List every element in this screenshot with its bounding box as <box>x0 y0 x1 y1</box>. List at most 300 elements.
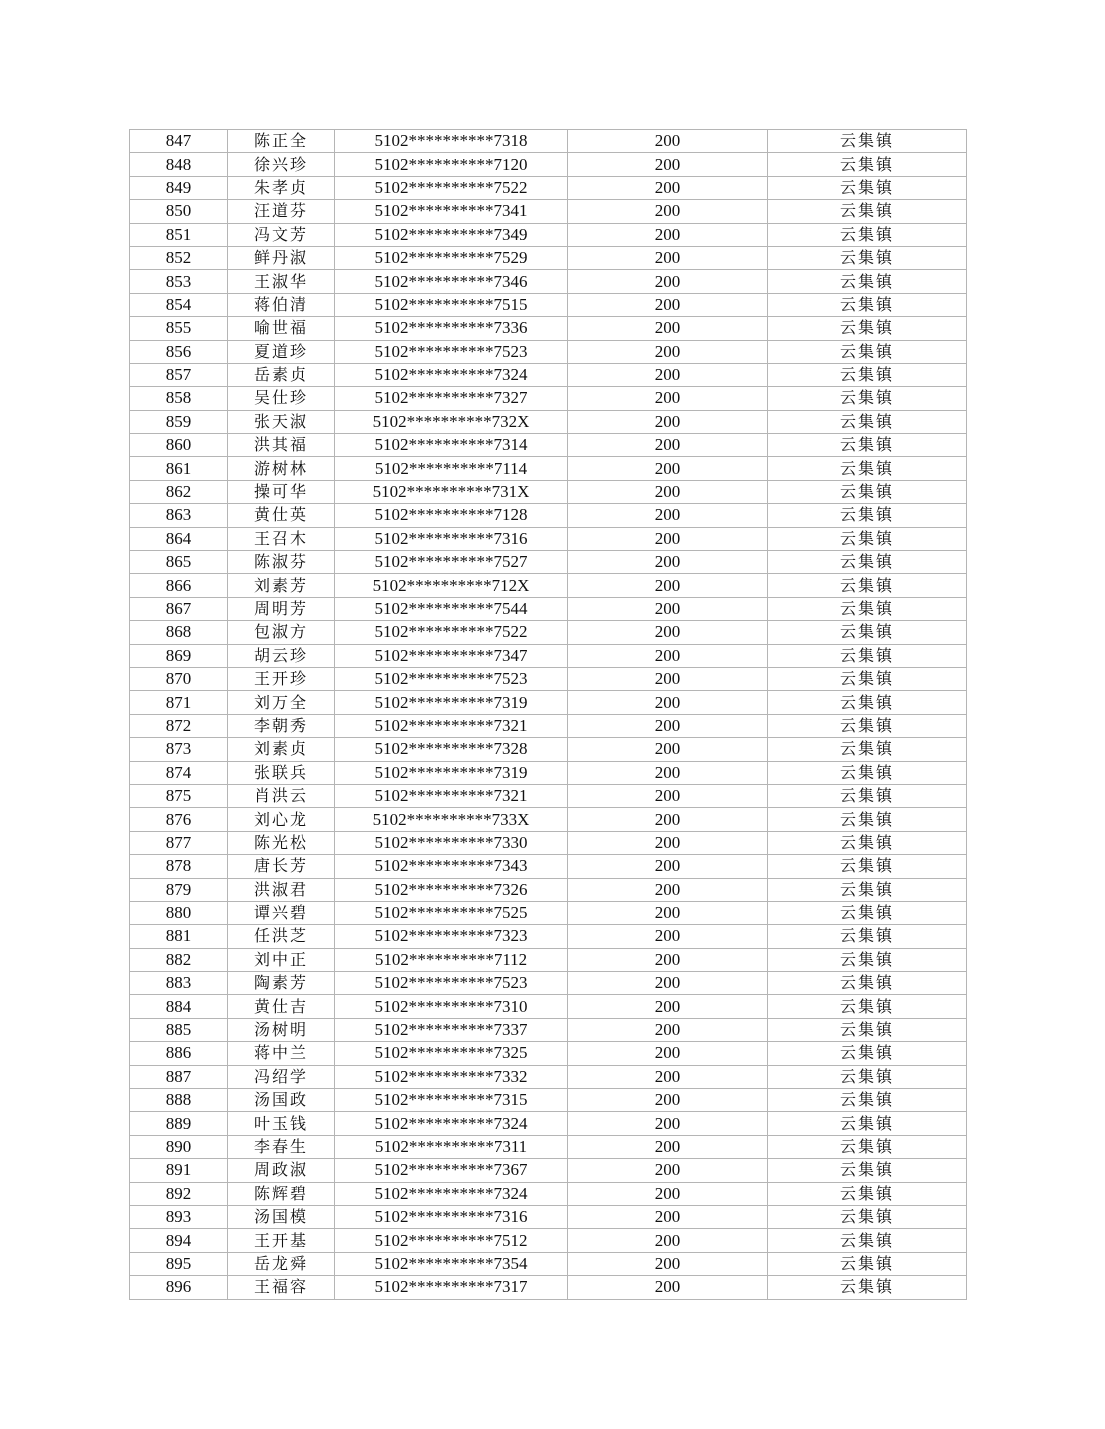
table-row <box>130 176 967 199</box>
amount-cell: 200 <box>568 270 768 293</box>
amount-cell: 200 <box>568 457 768 480</box>
id-number-cell: 5102**********7324 <box>335 1182 568 1205</box>
town-cell: 云集镇 <box>768 621 967 644</box>
town-cell: 云集镇 <box>768 972 967 995</box>
amount-cell: 200 <box>568 223 768 246</box>
row-number-cell: 894 <box>130 1229 228 1252</box>
name-cell: 周政淑 <box>228 1159 335 1182</box>
row-number-cell: 886 <box>130 1042 228 1065</box>
name-cell: 黄仕吉 <box>228 995 335 1018</box>
id-number-cell: 5102**********7318 <box>335 130 568 153</box>
name-cell: 任洪芝 <box>228 925 335 948</box>
table-row <box>130 925 967 948</box>
table-row <box>130 130 967 153</box>
name-cell: 吴仕珍 <box>228 387 335 410</box>
amount-cell: 200 <box>568 504 768 527</box>
amount-cell: 200 <box>568 784 768 807</box>
row-number-cell: 863 <box>130 504 228 527</box>
id-number-cell: 5102**********7316 <box>335 527 568 550</box>
name-cell: 王福容 <box>228 1276 335 1299</box>
amount-cell: 200 <box>568 667 768 690</box>
table-row <box>130 738 967 761</box>
row-number-cell: 852 <box>130 246 228 269</box>
town-cell: 云集镇 <box>768 223 967 246</box>
amount-cell: 200 <box>568 925 768 948</box>
row-number-cell: 855 <box>130 317 228 340</box>
row-number-cell: 848 <box>130 153 228 176</box>
amount-cell: 200 <box>568 761 768 784</box>
row-number-cell: 866 <box>130 574 228 597</box>
row-number-cell: 856 <box>130 340 228 363</box>
row-number-cell: 892 <box>130 1182 228 1205</box>
town-cell: 云集镇 <box>768 901 967 924</box>
name-cell: 李春生 <box>228 1135 335 1158</box>
name-cell: 夏道珍 <box>228 340 335 363</box>
id-number-cell: 5102**********7314 <box>335 434 568 457</box>
name-cell: 张联兵 <box>228 761 335 784</box>
amount-cell: 200 <box>568 901 768 924</box>
name-cell: 胡云珍 <box>228 644 335 667</box>
table-row <box>130 691 967 714</box>
town-cell: 云集镇 <box>768 691 967 714</box>
amount-cell: 200 <box>568 1276 768 1299</box>
name-cell: 汪道芬 <box>228 200 335 223</box>
table-row <box>130 808 967 831</box>
amount-cell: 200 <box>568 831 768 854</box>
town-cell: 云集镇 <box>768 1182 967 1205</box>
id-number-cell: 5102**********7321 <box>335 714 568 737</box>
town-cell: 云集镇 <box>768 644 967 667</box>
amount-cell: 200 <box>568 293 768 316</box>
row-number-cell: 884 <box>130 995 228 1018</box>
table-row <box>130 363 967 386</box>
row-number-cell: 883 <box>130 972 228 995</box>
id-number-cell: 5102**********7512 <box>335 1229 568 1252</box>
row-number-cell: 887 <box>130 1065 228 1088</box>
name-cell: 叶玉钱 <box>228 1112 335 1135</box>
id-number-cell: 5102**********733X <box>335 808 568 831</box>
id-number-cell: 5102**********7330 <box>335 831 568 854</box>
town-cell: 云集镇 <box>768 808 967 831</box>
name-cell: 岳龙舜 <box>228 1252 335 1275</box>
name-cell: 刘素贞 <box>228 738 335 761</box>
town-cell: 云集镇 <box>768 1042 967 1065</box>
row-number-cell: 888 <box>130 1089 228 1112</box>
row-number-cell: 895 <box>130 1252 228 1275</box>
name-cell: 汤国模 <box>228 1205 335 1228</box>
town-cell: 云集镇 <box>768 270 967 293</box>
table-row <box>130 1065 967 1088</box>
id-number-cell: 5102**********7326 <box>335 878 568 901</box>
town-cell: 云集镇 <box>768 1276 967 1299</box>
town-cell: 云集镇 <box>768 480 967 503</box>
name-cell: 朱孝贞 <box>228 176 335 199</box>
amount-cell: 200 <box>568 387 768 410</box>
name-cell: 肖洪云 <box>228 784 335 807</box>
row-number-cell: 880 <box>130 901 228 924</box>
id-number-cell: 5102**********7367 <box>335 1159 568 1182</box>
town-cell: 云集镇 <box>768 551 967 574</box>
town-cell: 云集镇 <box>768 340 967 363</box>
id-number-cell: 5102**********7341 <box>335 200 568 223</box>
amount-cell: 200 <box>568 200 768 223</box>
row-number-cell: 849 <box>130 176 228 199</box>
name-cell: 陈辉碧 <box>228 1182 335 1205</box>
id-number-cell: 5102**********7315 <box>335 1089 568 1112</box>
table-row <box>130 551 967 574</box>
row-number-cell: 853 <box>130 270 228 293</box>
row-number-cell: 865 <box>130 551 228 574</box>
table-row <box>130 246 967 269</box>
town-cell: 云集镇 <box>768 1252 967 1275</box>
id-number-cell: 5102**********7319 <box>335 761 568 784</box>
amount-cell: 200 <box>568 738 768 761</box>
amount-cell: 200 <box>568 410 768 433</box>
row-number-cell: 857 <box>130 363 228 386</box>
table-row <box>130 621 967 644</box>
town-cell: 云集镇 <box>768 855 967 878</box>
town-cell: 云集镇 <box>768 176 967 199</box>
town-cell: 云集镇 <box>768 1065 967 1088</box>
town-cell: 云集镇 <box>768 293 967 316</box>
amount-cell: 200 <box>568 1252 768 1275</box>
amount-cell: 200 <box>568 691 768 714</box>
amount-cell: 200 <box>568 597 768 620</box>
id-number-cell: 5102**********7324 <box>335 363 568 386</box>
id-number-cell: 5102**********7310 <box>335 995 568 1018</box>
amount-cell: 200 <box>568 153 768 176</box>
name-cell: 刘万全 <box>228 691 335 714</box>
amount-cell: 200 <box>568 480 768 503</box>
amount-cell: 200 <box>568 644 768 667</box>
name-cell: 周明芳 <box>228 597 335 620</box>
name-cell: 徐兴珍 <box>228 153 335 176</box>
town-cell: 云集镇 <box>768 667 967 690</box>
name-cell: 王开珍 <box>228 667 335 690</box>
id-number-cell: 5102**********7523 <box>335 667 568 690</box>
amount-cell: 200 <box>568 1042 768 1065</box>
table-row <box>130 597 967 620</box>
id-number-cell: 5102**********7317 <box>335 1276 568 1299</box>
amount-cell: 200 <box>568 317 768 340</box>
town-cell: 云集镇 <box>768 948 967 971</box>
table-row <box>130 1252 967 1275</box>
amount-cell: 200 <box>568 972 768 995</box>
table-row <box>130 1276 967 1299</box>
amount-cell: 200 <box>568 246 768 269</box>
id-number-cell: 5102**********712X <box>335 574 568 597</box>
id-number-cell: 5102**********7522 <box>335 621 568 644</box>
id-number-cell: 5102**********7522 <box>335 176 568 199</box>
town-cell: 云集镇 <box>768 387 967 410</box>
row-number-cell: 876 <box>130 808 228 831</box>
id-number-cell: 5102**********7332 <box>335 1065 568 1088</box>
name-cell: 包淑方 <box>228 621 335 644</box>
id-number-cell: 5102**********7529 <box>335 246 568 269</box>
amount-cell: 200 <box>568 574 768 597</box>
town-cell: 云集镇 <box>768 1018 967 1041</box>
row-number-cell: 864 <box>130 527 228 550</box>
table-row <box>130 855 967 878</box>
name-cell: 岳素贞 <box>228 363 335 386</box>
table-row <box>130 410 967 433</box>
row-number-cell: 847 <box>130 130 228 153</box>
table-row <box>130 293 967 316</box>
id-number-cell: 5102**********7120 <box>335 153 568 176</box>
id-number-cell: 5102**********7112 <box>335 948 568 971</box>
table-row <box>130 434 967 457</box>
table-row <box>130 1135 967 1158</box>
amount-cell: 200 <box>568 1018 768 1041</box>
table-row <box>130 1205 967 1228</box>
name-cell: 刘心龙 <box>228 808 335 831</box>
table-row <box>130 1182 967 1205</box>
id-number-cell: 5102**********7337 <box>335 1018 568 1041</box>
table-row <box>130 972 967 995</box>
row-number-cell: 896 <box>130 1276 228 1299</box>
name-cell: 汤树明 <box>228 1018 335 1041</box>
id-number-cell: 5102**********7515 <box>335 293 568 316</box>
town-cell: 云集镇 <box>768 714 967 737</box>
amount-cell: 200 <box>568 527 768 550</box>
amount-cell: 200 <box>568 340 768 363</box>
town-cell: 云集镇 <box>768 738 967 761</box>
town-cell: 云集镇 <box>768 457 967 480</box>
table-row <box>130 223 967 246</box>
town-cell: 云集镇 <box>768 1205 967 1228</box>
name-cell: 陶素芳 <box>228 972 335 995</box>
amount-cell: 200 <box>568 878 768 901</box>
table-row <box>130 387 967 410</box>
id-number-cell: 5102**********7323 <box>335 925 568 948</box>
row-number-cell: 869 <box>130 644 228 667</box>
name-cell: 洪其福 <box>228 434 335 457</box>
id-number-cell: 5102**********7343 <box>335 855 568 878</box>
table-body <box>130 130 967 1300</box>
id-number-cell: 5102**********7525 <box>335 901 568 924</box>
table-row <box>130 504 967 527</box>
amount-cell: 200 <box>568 995 768 1018</box>
town-cell: 云集镇 <box>768 831 967 854</box>
table-row <box>130 644 967 667</box>
name-cell: 操可华 <box>228 480 335 503</box>
id-number-cell: 5102**********7321 <box>335 784 568 807</box>
amount-cell: 200 <box>568 1112 768 1135</box>
amount-cell: 200 <box>568 1229 768 1252</box>
row-number-cell: 872 <box>130 714 228 737</box>
town-cell: 云集镇 <box>768 246 967 269</box>
id-number-cell: 5102**********7544 <box>335 597 568 620</box>
amount-cell: 200 <box>568 1135 768 1158</box>
row-number-cell: 877 <box>130 831 228 854</box>
table-row <box>130 480 967 503</box>
name-cell: 陈光松 <box>228 831 335 854</box>
table-row <box>130 1089 967 1112</box>
row-number-cell: 868 <box>130 621 228 644</box>
id-number-cell: 5102**********7354 <box>335 1252 568 1275</box>
id-number-cell: 5102**********7327 <box>335 387 568 410</box>
row-number-cell: 875 <box>130 784 228 807</box>
row-number-cell: 874 <box>130 761 228 784</box>
table-row <box>130 667 967 690</box>
town-cell: 云集镇 <box>768 317 967 340</box>
town-cell: 云集镇 <box>768 434 967 457</box>
town-cell: 云集镇 <box>768 597 967 620</box>
town-cell: 云集镇 <box>768 504 967 527</box>
name-cell: 汤国政 <box>228 1089 335 1112</box>
table-row <box>130 1159 967 1182</box>
name-cell: 王召木 <box>228 527 335 550</box>
table-row <box>130 153 967 176</box>
name-cell: 陈淑芬 <box>228 551 335 574</box>
name-cell: 冯绍学 <box>228 1065 335 1088</box>
name-cell: 喻世福 <box>228 317 335 340</box>
row-number-cell: 878 <box>130 855 228 878</box>
id-number-cell: 5102**********7527 <box>335 551 568 574</box>
table-row <box>130 340 967 363</box>
row-number-cell: 891 <box>130 1159 228 1182</box>
name-cell: 谭兴碧 <box>228 901 335 924</box>
id-number-cell: 5102**********7349 <box>335 223 568 246</box>
name-cell: 蒋中兰 <box>228 1042 335 1065</box>
table-row <box>130 995 967 1018</box>
subsidy-list-table <box>129 129 967 1300</box>
name-cell: 唐长芳 <box>228 855 335 878</box>
name-cell: 王开基 <box>228 1229 335 1252</box>
amount-cell: 200 <box>568 1159 768 1182</box>
table-row <box>130 761 967 784</box>
town-cell: 云集镇 <box>768 1089 967 1112</box>
id-number-cell: 5102**********7346 <box>335 270 568 293</box>
row-number-cell: 873 <box>130 738 228 761</box>
amount-cell: 200 <box>568 130 768 153</box>
table-row <box>130 1112 967 1135</box>
amount-cell: 200 <box>568 621 768 644</box>
id-number-cell: 5102**********7128 <box>335 504 568 527</box>
id-number-cell: 5102**********731X <box>335 480 568 503</box>
row-number-cell: 881 <box>130 925 228 948</box>
town-cell: 云集镇 <box>768 1229 967 1252</box>
id-number-cell: 5102**********7347 <box>335 644 568 667</box>
name-cell: 冯文芳 <box>228 223 335 246</box>
row-number-cell: 885 <box>130 1018 228 1041</box>
name-cell: 刘素芳 <box>228 574 335 597</box>
table-row <box>130 574 967 597</box>
row-number-cell: 851 <box>130 223 228 246</box>
amount-cell: 200 <box>568 1182 768 1205</box>
town-cell: 云集镇 <box>768 925 967 948</box>
row-number-cell: 893 <box>130 1205 228 1228</box>
row-number-cell: 862 <box>130 480 228 503</box>
table-row <box>130 784 967 807</box>
table-row <box>130 527 967 550</box>
table-row <box>130 1042 967 1065</box>
town-cell: 云集镇 <box>768 784 967 807</box>
table-row <box>130 317 967 340</box>
row-number-cell: 890 <box>130 1135 228 1158</box>
town-cell: 云集镇 <box>768 153 967 176</box>
table-row <box>130 901 967 924</box>
town-cell: 云集镇 <box>768 527 967 550</box>
id-number-cell: 5102**********7114 <box>335 457 568 480</box>
town-cell: 云集镇 <box>768 761 967 784</box>
amount-cell: 200 <box>568 363 768 386</box>
name-cell: 蒋伯清 <box>228 293 335 316</box>
table-row <box>130 200 967 223</box>
row-number-cell: 854 <box>130 293 228 316</box>
id-number-cell: 5102**********7523 <box>335 972 568 995</box>
town-cell: 云集镇 <box>768 130 967 153</box>
id-number-cell: 5102**********7325 <box>335 1042 568 1065</box>
id-number-cell: 5102**********7328 <box>335 738 568 761</box>
town-cell: 云集镇 <box>768 1159 967 1182</box>
amount-cell: 200 <box>568 1089 768 1112</box>
name-cell: 李朝秀 <box>228 714 335 737</box>
table-row <box>130 457 967 480</box>
town-cell: 云集镇 <box>768 363 967 386</box>
table-row <box>130 270 967 293</box>
amount-cell: 200 <box>568 434 768 457</box>
town-cell: 云集镇 <box>768 878 967 901</box>
table-row <box>130 1018 967 1041</box>
table-row <box>130 878 967 901</box>
row-number-cell: 889 <box>130 1112 228 1135</box>
table-row <box>130 714 967 737</box>
id-number-cell: 5102**********7336 <box>335 317 568 340</box>
id-number-cell: 5102**********7324 <box>335 1112 568 1135</box>
town-cell: 云集镇 <box>768 200 967 223</box>
row-number-cell: 867 <box>130 597 228 620</box>
town-cell: 云集镇 <box>768 574 967 597</box>
name-cell: 游树林 <box>228 457 335 480</box>
name-cell: 张天淑 <box>228 410 335 433</box>
amount-cell: 200 <box>568 176 768 199</box>
row-number-cell: 860 <box>130 434 228 457</box>
table-row <box>130 831 967 854</box>
row-number-cell: 861 <box>130 457 228 480</box>
row-number-cell: 870 <box>130 667 228 690</box>
name-cell: 陈正全 <box>228 130 335 153</box>
id-number-cell: 5102**********7523 <box>335 340 568 363</box>
row-number-cell: 882 <box>130 948 228 971</box>
name-cell: 鲜丹淑 <box>228 246 335 269</box>
town-cell: 云集镇 <box>768 1135 967 1158</box>
name-cell: 黄仕英 <box>228 504 335 527</box>
amount-cell: 200 <box>568 1205 768 1228</box>
town-cell: 云集镇 <box>768 995 967 1018</box>
table-row <box>130 1229 967 1252</box>
amount-cell: 200 <box>568 808 768 831</box>
amount-cell: 200 <box>568 855 768 878</box>
id-number-cell: 5102**********7311 <box>335 1135 568 1158</box>
row-number-cell: 879 <box>130 878 228 901</box>
row-number-cell: 859 <box>130 410 228 433</box>
name-cell: 洪淑君 <box>228 878 335 901</box>
town-cell: 云集镇 <box>768 410 967 433</box>
amount-cell: 200 <box>568 714 768 737</box>
name-cell: 刘中正 <box>228 948 335 971</box>
id-number-cell: 5102**********7319 <box>335 691 568 714</box>
amount-cell: 200 <box>568 1065 768 1088</box>
row-number-cell: 850 <box>130 200 228 223</box>
id-number-cell: 5102**********7316 <box>335 1205 568 1228</box>
name-cell: 王淑华 <box>228 270 335 293</box>
town-cell: 云集镇 <box>768 1112 967 1135</box>
row-number-cell: 871 <box>130 691 228 714</box>
id-number-cell: 5102**********732X <box>335 410 568 433</box>
amount-cell: 200 <box>568 948 768 971</box>
table-row <box>130 948 967 971</box>
